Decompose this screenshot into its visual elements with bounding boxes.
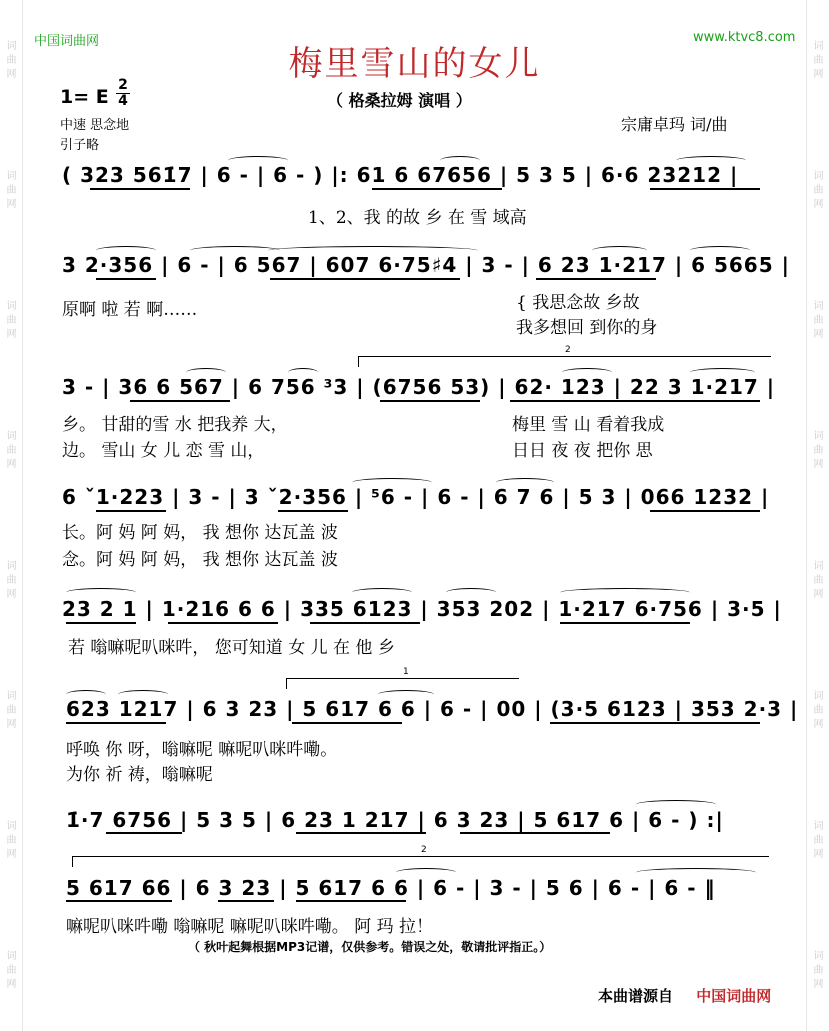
notation-line-2: 3 2·356 | 6 - | 6 567 | 607 6·75♯4 | 3 - | 6 23 1·217 | 6 5665 | <box>62 253 790 277</box>
notation-line-5: 23 2 1 | 1·216 6 6 | 335 6123 | 353 202 | 1·217 6·756 | 3·5 | <box>62 597 782 621</box>
beam-underline <box>510 400 760 402</box>
transcription-disclaimer: （ 秋叶起舞根据MP3记谱，仅供参考。错误之处，敬请批评指正。） <box>188 940 552 954</box>
side-watermark-text: 词曲网 <box>4 690 15 732</box>
lyric-line-3-right-verse1: 梅里 雪 山 看着我成 <box>512 415 665 435</box>
tie-arc <box>592 246 647 255</box>
beam-underline <box>278 510 348 512</box>
beam-underline <box>218 900 274 902</box>
footer-source-site: 中国词曲网 <box>696 987 772 1005</box>
volta-label: 1 <box>403 667 409 677</box>
tie-arc <box>378 690 434 699</box>
beam-underline <box>66 900 172 902</box>
tie-arc <box>396 868 456 877</box>
volta-bracket <box>358 345 771 367</box>
lyric-line-6-verse2: 为你 祈 祷，嗡嘛呢 <box>66 765 213 785</box>
time-signature-top: 2 <box>118 77 128 93</box>
beam-underline <box>550 722 760 724</box>
tie-arc <box>496 478 554 487</box>
tie-arc <box>690 246 750 255</box>
intro-note: 引子略 <box>60 138 100 153</box>
tie-arc <box>96 246 156 255</box>
beam-underline <box>296 900 406 902</box>
tie-arc <box>560 588 690 597</box>
side-watermark-text: 词曲网 <box>4 560 15 602</box>
beam-underline <box>650 188 760 190</box>
tie-arc <box>562 368 612 377</box>
beam-underline <box>90 188 190 190</box>
side-watermark-text: 词曲网 <box>4 300 15 342</box>
side-watermark-text: 词曲网 <box>811 950 822 992</box>
side-watermark-text: 词曲网 <box>4 820 15 862</box>
side-watermark-text: 词曲网 <box>811 170 822 212</box>
credits: 宗庸卓玛 词/曲 <box>621 115 728 134</box>
beam-underline <box>130 400 230 402</box>
side-watermark-text: 词曲网 <box>811 300 822 342</box>
tie-arc <box>66 588 136 597</box>
volta-label: 2 <box>565 345 571 355</box>
beam-underline <box>106 832 182 834</box>
volta-label: 2 <box>421 845 427 855</box>
beam-underline <box>66 722 166 724</box>
beam-underline <box>66 622 136 624</box>
tie-arc <box>352 588 412 597</box>
side-watermark-text: 词曲网 <box>811 40 822 82</box>
lyric-line-8: 嘛呢叭咪吽嘞 嗡嘛呢 嘛呢叭咪吽嘞。 阿 玛 拉！ <box>66 917 434 937</box>
lyric-line-1: 1、2、我 的故 乡 在 雪 域高 <box>308 208 527 228</box>
side-watermark-text: 词曲网 <box>4 40 15 82</box>
lyric-line-2: 原啊 啦 若 啊…… <box>62 300 198 320</box>
beam-underline <box>460 832 610 834</box>
side-watermark-text: 词曲网 <box>4 430 15 472</box>
lyric-line-5: 若 嗡嘛呢叭咪吽， 您可知道 女 儿 在 他 乡 <box>68 638 395 658</box>
tie-arc <box>228 156 288 165</box>
notation-line-3: 3 - | 36 6 567 | 6 756 ³3 | (6756 53) | 62· 123 | 22 3 1·217 | <box>62 375 776 399</box>
tie-arc <box>186 368 226 377</box>
beam-underline <box>270 278 460 280</box>
song-title: 梅里雪山的女儿 <box>288 44 541 84</box>
site-watermark-right: www.ktvc8.com <box>693 30 796 45</box>
tie-arc <box>440 156 480 165</box>
notation-line-8: 5 617 66 | 6 3 23 | 5 617 6 6 | 6 - | 3 - | 5 6 | 6 - | 6 - ‖ <box>66 876 716 900</box>
tie-arc <box>288 368 318 377</box>
notation-line-7: 1̇·7 6756 | 5 3 5 | 6 23 1 217 | 6 3 23 | 5 617 6 | 6 - ) :| <box>66 808 724 832</box>
notation-line-4: 6 ˇ1·223 | 3 - | 3 ˇ2·356 | ⁵6 - | 6 - | 6 7 6 | 5 3 | 066 1232 | <box>62 485 770 509</box>
side-watermark-text: 词曲网 <box>811 430 822 472</box>
side-watermark-text: 词曲网 <box>4 170 15 212</box>
beam-underline <box>650 510 760 512</box>
tie-arc <box>676 156 746 165</box>
lyric-line-2-verse1: { 我思念故 乡故 <box>516 293 640 313</box>
beam-underline <box>96 278 156 280</box>
lyric-line-3-verse1: 乡。 甘甜的雪 水 把我养 大， <box>62 415 288 435</box>
beam-underline <box>96 510 166 512</box>
beam-underline <box>560 622 690 624</box>
footer-source <box>598 985 771 1006</box>
time-signature <box>116 78 130 109</box>
side-watermark-text: 词曲网 <box>4 950 15 992</box>
notation-line-6: 623 1217 | 6 3 23 | 5 617 6 6 | 6 - | 00 | (3·5 6123 | 353 2·3 | <box>66 697 799 721</box>
left-watermark-strip <box>0 0 23 1031</box>
tie-arc <box>636 868 756 877</box>
footer-source-label: 本曲谱源自 <box>598 987 674 1005</box>
beam-underline <box>296 832 426 834</box>
time-signature-bottom: 4 <box>116 93 130 109</box>
tie-arc <box>636 800 716 809</box>
beam-underline <box>380 400 480 402</box>
lyric-line-3-verse2: 边。 雪山 女 儿 恋 雪 山， <box>62 441 265 461</box>
lyric-line-4-verse2: 念。阿 妈 阿 妈， 我 想你 达瓦盖 波 <box>62 550 338 570</box>
beam-underline <box>292 722 402 724</box>
side-watermark-text: 词曲网 <box>811 560 822 602</box>
beam-underline <box>536 278 656 280</box>
tie-arc <box>190 246 280 255</box>
tie-arc <box>118 690 168 699</box>
side-watermark-text: 词曲网 <box>811 690 822 732</box>
lyric-line-6-verse1: 呼唤 你 呀，嗡嘛呢 嘛呢叭咪吽嘞。 <box>66 740 338 760</box>
lyric-line-3-right-verse2: 日日 夜 夜 把你 思 <box>512 441 653 461</box>
notation-line-1: ( 323 561̇7 | 6 - | 6 - ) |: 61 6 67656 | 5 3 5 | 6·6 23212 | <box>62 163 739 187</box>
performer-line: （ 格桑拉姆 演唱 ） <box>327 91 472 110</box>
beam-underline <box>310 622 420 624</box>
lyric-line-2-verse2: 我多想回 到你的身 <box>516 318 658 338</box>
site-watermark-left: 中国词曲网 <box>34 34 100 49</box>
tie-arc <box>66 690 106 699</box>
volta-bracket <box>286 667 519 689</box>
volta-bracket <box>72 845 769 867</box>
tie-arc <box>446 588 496 597</box>
side-watermark-text: 词曲网 <box>811 820 822 862</box>
tie-arc <box>690 368 755 377</box>
lyric-line-4-verse1: 长。阿 妈 阿 妈， 我 想你 达瓦盖 波 <box>62 523 338 543</box>
right-watermark-strip <box>806 0 829 1031</box>
tie-arc <box>268 246 478 255</box>
beam-underline <box>168 622 278 624</box>
tempo-marking: 中速 思念地 <box>60 118 130 133</box>
key-signature: 1= E <box>60 86 109 108</box>
tie-arc <box>352 478 432 487</box>
beam-underline <box>372 188 502 190</box>
